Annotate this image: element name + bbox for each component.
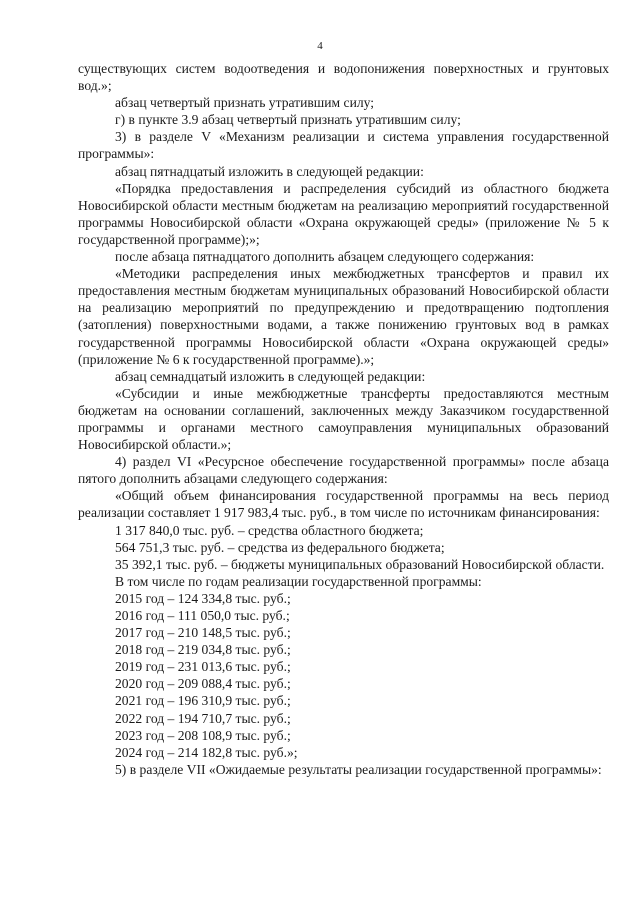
- list-item: 2019 год – 231 013,6 тыс. руб.;: [115, 659, 291, 675]
- paragraph: «Общий объем финансирования государственной программы на весь период реализации составляет 1 917 983,4 тыс. руб., в том числе по источникам финансирования:: [78, 488, 609, 521]
- list-item: 2022 год – 194 710,7 тыс. руб.;: [115, 710, 291, 726]
- paragraph: 3) в разделе V «Механизм реализации и система управления государственной программы»:: [78, 129, 609, 162]
- list-item: 2020 год – 209 088,4 тыс. руб.;: [115, 676, 291, 692]
- list-item: 2015 год – 124 334,8 тыс. руб.;: [115, 590, 291, 606]
- paragraph: 5) в разделе VII «Ожидаемые результаты реализации государственной программы»:: [115, 761, 602, 777]
- paragraph: 35 392,1 тыс. руб. – бюджеты муниципальных образований Новосибирской области.: [115, 556, 605, 572]
- paragraph: абзац пятнадцатый изложить в следующей редакции:: [115, 163, 424, 179]
- list-item: 2018 год – 219 034,8 тыс. руб.;: [115, 642, 291, 658]
- paragraph: «Методики распределения иных межбюджетных трансфертов и правил их предоставления местным бюджетам муниципальных образований Новосибирской области на реализацию мероприятий по предупреждению и предотвращению подтопления (затопления) поверхностными водами, а также понижению грунтовых вод в рамках государственной программы Новосибирской области «Охрана окружающей среды» (приложение № 6 к государственной программе).»;: [78, 266, 609, 367]
- paragraph: «Порядка предоставления и распределения субсидий из областного бюджета Новосибирской области местным бюджетам на реализацию мероприятий государственной программы Новосибирской области «Охрана окружающей среды» (приложение № 5 к государственной программе);»;: [78, 180, 609, 247]
- page-number: 4: [317, 40, 323, 52]
- list-item: 2024 год – 214 182,8 тыс. руб.»;: [115, 744, 298, 760]
- paragraph: 1 317 840,0 тыс. руб. – средства областного бюджета;: [115, 522, 424, 538]
- paragraph: В том числе по годам реализации государственной программы:: [115, 573, 482, 589]
- paragraph: после абзаца пятнадцатого дополнить абзацем следующего содержания:: [115, 249, 535, 265]
- paragraph: 564 751,3 тыс. руб. – средства из федерального бюджета;: [115, 539, 445, 555]
- paragraph: абзац семнадцатый изложить в следующей редакции:: [115, 368, 426, 384]
- list-item: 2017 год – 210 148,5 тыс. руб.;: [115, 625, 291, 641]
- document-body: [78, 60, 609, 778]
- paragraph: 4) раздел VI «Ресурсное обеспечение государственной программы» после абзаца пятого дополнить абзацами следующего содержания:: [78, 454, 609, 487]
- paragraph: «Субсидии и иные межбюджетные трансферты предоставляются местным бюджетам на основании соглашений, заключенных между Заказчиком государственной программы и органами местного самоуправления муниципальных образований Новосибирской области.»;: [78, 385, 609, 453]
- list-item: 2016 год – 111 050,0 тыс. руб.;: [115, 608, 290, 623]
- paragraph: г) в пункте 3.9 абзац четвертый признать утратившим силу;: [115, 112, 461, 128]
- paragraph: абзац четвертый признать утратившим силу;: [115, 95, 375, 111]
- paragraph: существующих систем водоотведения и водопонижения поверхностных и грунтовых вод.»;: [78, 61, 609, 94]
- list-item: 2023 год – 208 108,9 тыс. руб.;: [115, 727, 291, 743]
- list-item: 2021 год – 196 310,9 тыс. руб.;: [115, 693, 291, 709]
